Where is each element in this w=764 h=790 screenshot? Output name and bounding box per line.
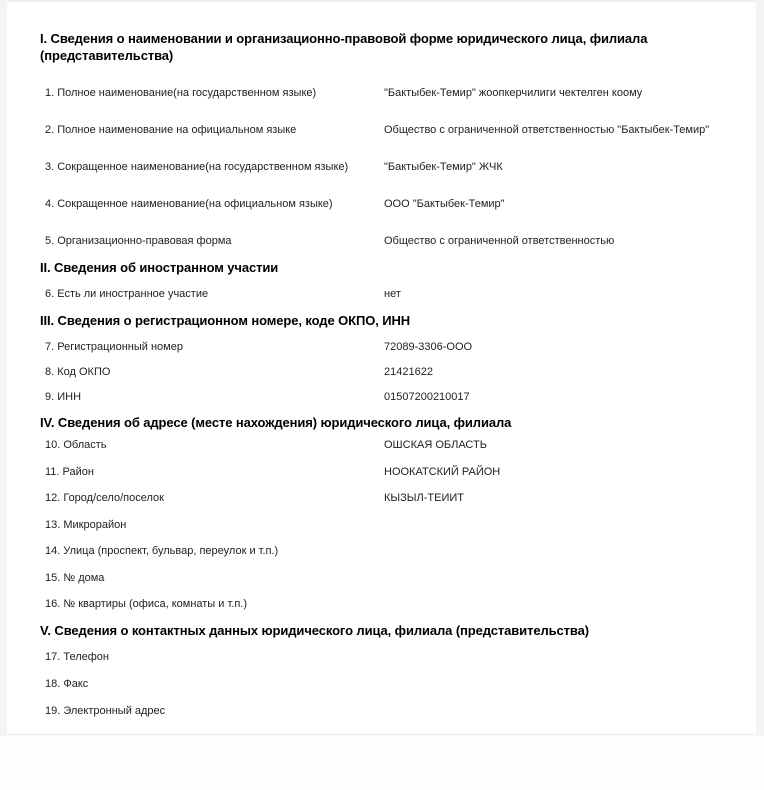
field-row-foreign-participation [40,287,716,302]
field-label: 14. Улица (проспект, бульвар, переулок и т.п.) [45,545,279,557]
field-label: 16. № квартиры (офиса, комнаты и т.п.) [45,598,248,610]
field-row-legal-form [40,234,716,249]
field-label: 8. Код ОКПО [45,366,111,378]
field-label: 10. Область [45,439,107,451]
field-row-district [40,465,716,480]
field-value: Общество с ограниченной ответственностью "Бактыбек-Темир" [384,124,710,136]
page-right-margin [756,0,764,736]
field-value: НООКАТСКИЙ РАЙОН [384,465,501,478]
field-value: КЫЗЫЛ-ТЕИИТ [384,492,464,504]
section-heading-contacts: V. Сведения о контактных данных юридического лица, филиала (представительства) [40,622,589,638]
field-label: 5. Организационно-правовая форма [45,235,232,247]
field-value: 72089-3306-ООО [384,341,473,353]
field-label: 9. ИНН [45,391,82,403]
field-label: 19. Электронный адрес [45,704,166,717]
field-row-full-name-official-lang [40,123,716,138]
field-label: 17. Телефон [45,650,109,663]
field-row-microdistrict [40,518,716,533]
field-row-house-number [40,571,716,586]
section-foreign-participation [40,287,716,302]
field-row-phone [40,650,716,665]
field-row-city-village [40,491,716,506]
section-contacts [40,650,716,719]
field-row-apartment-number [40,597,716,612]
field-label: 13. Микрорайон [45,518,127,531]
field-label: 18. Факс [45,677,89,690]
field-label: 15. № дома [45,571,105,584]
section-heading-registration-numbers: III. Сведения о регистрационном номере, коде ОКПО, ИНН [40,313,411,328]
field-label: 4. Сокращенное наименование(на официальном языке) [45,198,333,210]
section-address [40,438,716,612]
field-row-okpo-code [40,365,716,380]
field-row-fax [40,677,716,692]
field-label: 12. Город/село/поселок [45,492,164,504]
section-heading-foreign-participation: II. Сведения об иностранном участии [40,260,279,275]
field-label: 7. Регистрационный номер [45,341,183,353]
field-value: "Бактыбек-Темир" жоопкерчилиги чектелген коому [384,87,643,99]
field-row-registration-number [40,340,716,355]
field-value: 21421622 [384,366,433,378]
field-row-full-name-state-lang [40,86,716,101]
section-name-legal-form [40,86,716,249]
section-registration-numbers [40,340,716,405]
field-label: 1. Полное наименование(на государственном языке) [45,87,317,99]
field-value: ОШСКАЯ ОБЛАСТЬ [384,439,487,451]
registration-document [7,2,756,735]
field-value: Общество с ограниченной ответственностью [384,235,615,247]
field-label: 6. Есть ли иностранное участие [45,288,209,300]
page-left-margin [0,0,7,736]
field-value: нет [384,288,401,300]
field-label: 11. Район [45,465,94,478]
field-row-region [40,438,716,453]
field-row-inn [40,390,716,405]
field-value: "Бактыбек-Темир" ЖЧК [384,161,503,173]
field-value: ООО "Бактыбек-Темир" [384,198,505,210]
field-row-short-name-state-lang [40,160,716,175]
field-row-email [40,704,716,719]
field-row-short-name-official-lang [40,197,716,212]
field-label: 3. Сокращенное наименование(на государственном языке) [45,161,349,173]
section-heading-address: IV. Сведения об адресе (месте нахождения) юридического лица, филиала [40,415,512,430]
section-heading-name-legal-form: I. Сведения о наименовании и организационно-правовой форме юридического лица, филиала (представительства) [40,31,648,63]
field-row-street [40,544,716,559]
field-value: 01507200210017 [384,391,470,403]
field-label: 2. Полное наименование на официальном языке [45,124,297,136]
